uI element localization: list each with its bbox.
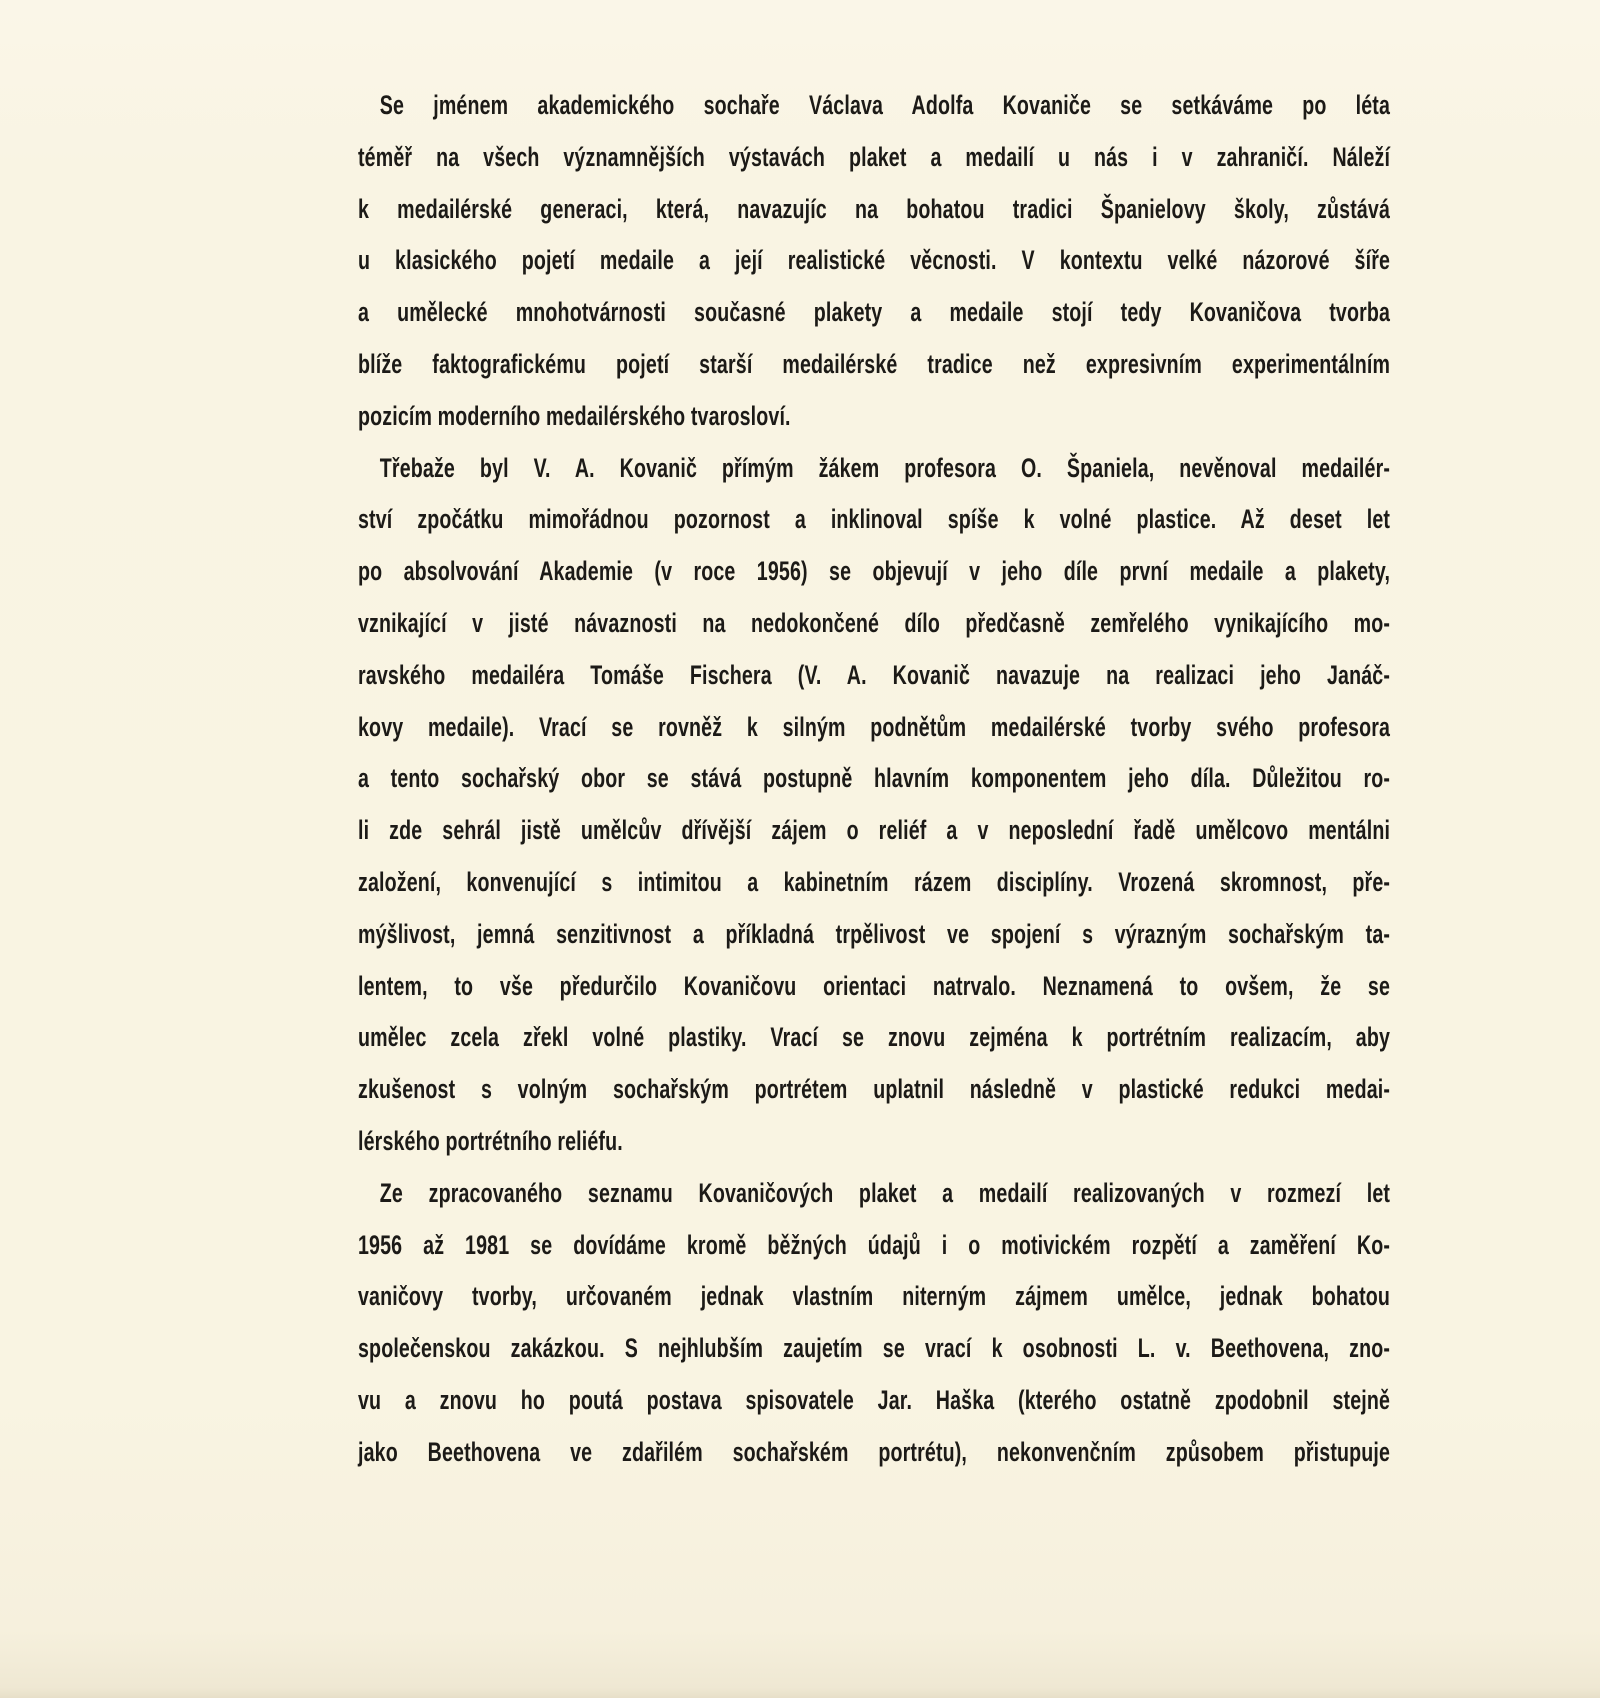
- text-line: jako Beethovena ve zdařilém sochařském portrétu), nekonvenčním způsobem přistupuje: [358, 1436, 1391, 1467]
- text-line: umělec zcela zřekl volné plastiky. Vrací se znovu zejména k portrétním realizacím, aby: [358, 1022, 1391, 1053]
- paragraph-1: [358, 80, 1390, 443]
- text-line: kovy medaile). Vrací se rovněž k silným podnětům medailérské tvorby svého profesora: [358, 711, 1391, 742]
- paragraph-2: [358, 443, 1390, 1168]
- text-line: téměř na všech významnějších výstavách plaket a medailí u nás i v zahraničí. Náleží: [358, 141, 1391, 172]
- text-line: 1956 až 1981 se dovídáme kromě běžných údajů i o motivickém rozpětí a zaměření Ko-: [358, 1229, 1391, 1260]
- text-line: Ze zpracovaného seznamu Kovaničových plaket a medailí realizovaných v rozmezí let: [379, 1177, 1391, 1208]
- text-line: u klasického pojetí medaile a její realistické věcnosti. V kontextu velké názorové šíře: [358, 245, 1391, 276]
- text-line: Se jménem akademického sochaře Václava Adolfa Kovaniče se setkáváme po léta: [379, 90, 1391, 120]
- text-line: li zde sehrál jistě umělcův dřívější zájem o reliéf a v neposlední řadě umělcovo mentálni: [358, 815, 1391, 846]
- text-line: vaničovy tvorby, určovaném jednak vlastním niterným zájmem umělce, jednak bohatou: [358, 1281, 1391, 1312]
- paragraph-3: [358, 1168, 1390, 1479]
- text-line: ství zpočátku mimořádnou pozornost a inklinoval spíše k volné plastice. Až deset let: [358, 504, 1391, 535]
- text-line: a tento sochařský obor se stává postupně hlavním komponentem jeho díla. Důležitou ro-: [358, 763, 1391, 794]
- text-line: mýšlivost, jemná senzitivnost a příkladná trpělivost ve spojení s výrazným sochařským ta-: [358, 918, 1391, 949]
- text-line: lentem, to vše předurčilo Kovaničovu orientaci natrvalo. Neznamená to ovšem, že se: [358, 970, 1391, 1001]
- body-text-block: [358, 80, 1390, 1479]
- text-line: společenskou zakázkou. S nejhlubším zaujetím se vrací k osobnosti L. v. Beethovena, zno-: [358, 1333, 1391, 1364]
- text-line: založení, konvenující s intimitou a kabinetním rázem disciplíny. Vrozená skromnost, pře-: [358, 866, 1391, 897]
- text-line: vu a znovu ho poutá postava spisovatele Jar. Haška (kterého ostatně zpodobnil stejně: [358, 1384, 1391, 1415]
- text-line: blíže faktografickému pojetí starší medailérské tradice než expresivním experimentálním: [358, 348, 1391, 379]
- text-line: ravského medailéra Tomáše Fischera (V. A. Kovanič navazuje na realizaci jeho Janáč-: [358, 659, 1391, 690]
- text-line: k medailérské generaci, která, navazujíc na bohatou tradici Španielovy školy, zůstává: [358, 193, 1391, 224]
- text-line: lérského portrétního reliéfu.: [358, 1125, 623, 1156]
- text-line: zkušenost s volným sochařským portrétem uplatnil následně v plastické redukci medai-: [358, 1074, 1391, 1105]
- text-line: pozicím moderního medailérského tvarosloví.: [358, 400, 791, 431]
- text-line: vznikající v jisté návaznosti na nedokončené dílo předčasně zemřelého vynikajícího mo-: [358, 607, 1391, 638]
- text-line: a umělecké mnohotvárnosti současné plakety a medaile stojí tedy Kovaničova tvorba: [358, 297, 1391, 328]
- text-line: Třebaže byl V. A. Kovanič přímým žákem profesora O. Španiela, nevěnoval medailér-: [379, 452, 1391, 483]
- text-line: po absolvování Akademie (v roce 1956) se objevují v jeho díle první medaile a plakety,: [358, 556, 1391, 587]
